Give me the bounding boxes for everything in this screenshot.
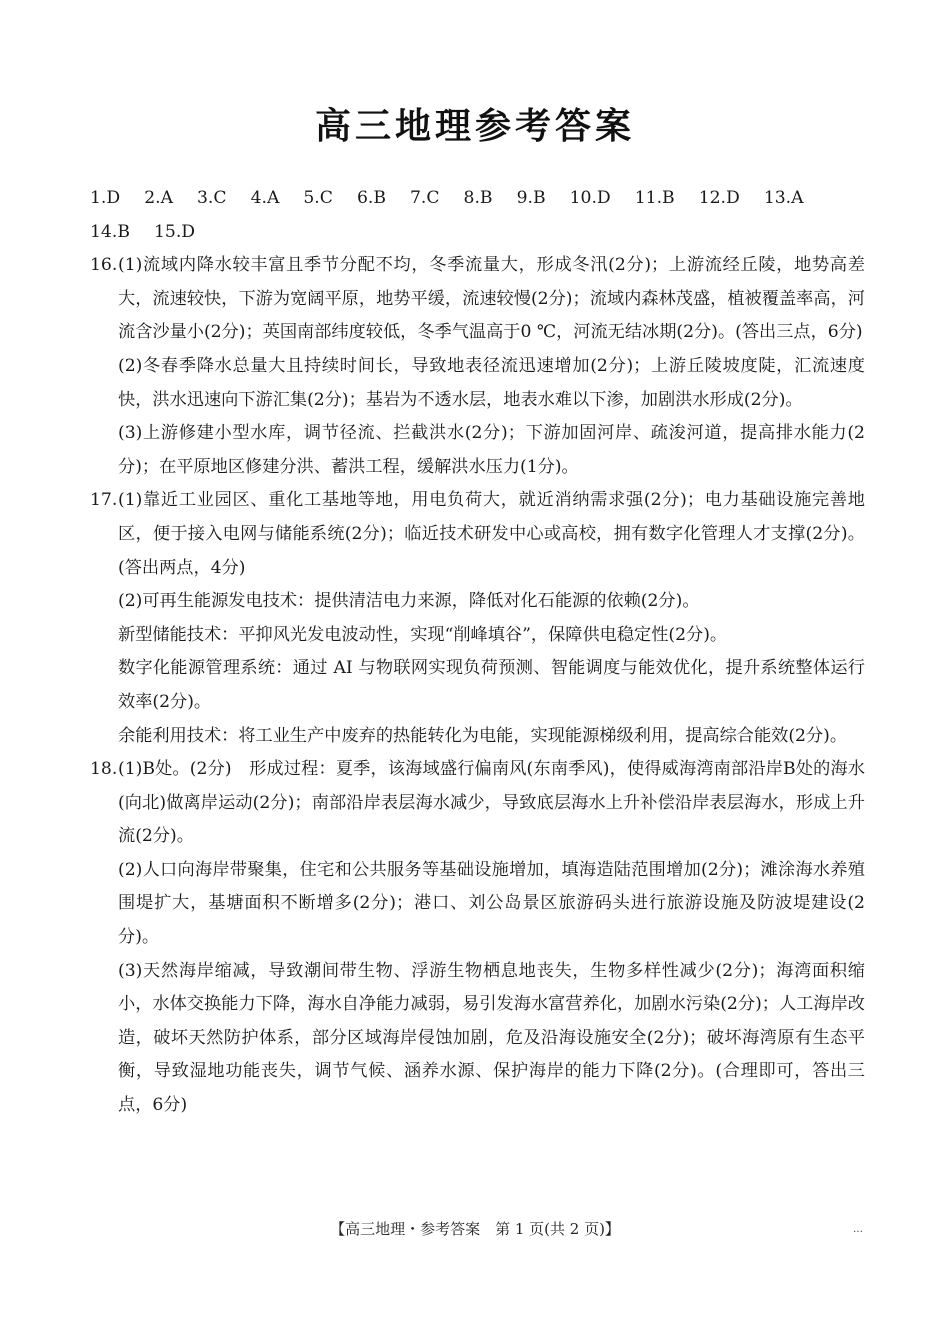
- page-title: 高三地理参考答案: [314, 106, 635, 147]
- question-number: 16.: [90, 255, 118, 276]
- answer-text: (1)B处。(2分) 形成过程：夏季，该海域盛行偏南风(东南季风)，使得威海湾南部沿岸B处的海水(向北)做离岸运动(2分)；南部沿岸表层海水减少，导致底层海水上升补偿沿岸表层海水，形成上升流(2分)。: [118, 759, 865, 847]
- mc-answer: 7.C: [409, 188, 440, 208]
- question-17-part-1: [90, 484, 865, 585]
- mc-answer: 1.D: [90, 188, 121, 208]
- mc-answer: 14.B: [90, 221, 130, 242]
- mc-answer: 13.A: [763, 188, 804, 208]
- corner-mark: …: [853, 1224, 863, 1235]
- question-18-part-3: (3)天然海岸缩减，导致潮间带生物、浮游生物栖息地丧失，生物多样性减少(2分)；海湾面积缩小，水体交换能力下降，海水自净能力减弱，易引发海水富营养化，加剧水污染(2分)；人工海岸改造，破坏天然防护体系，部分区域海岸侵蚀加剧，危及沿海设施安全(2分)；破坏海湾原有生态平衡，导致湿地功能丧失，调节气候、涵养水源、保护海岸的能力下降(2分)。(合理即可，答出三点，6分): [118, 960, 865, 1116]
- mc-answer: 9.B: [516, 188, 546, 208]
- mc-answer: 4.A: [250, 188, 280, 208]
- mc-answer-list: [90, 182, 865, 249]
- mc-answer: 10.D: [569, 188, 611, 208]
- question-17-part-2: (2)可再生能源发电技术：提供清洁电力来源，降低对化石能源的依赖(2分)。: [118, 591, 700, 612]
- answer-text: (1)靠近工业园区、重化工基地等地，用电负荷大，就近消纳需求强(2分)；电力基础设施完善地区，便于接入电网与储能系统(2分)；临近技术研发中心或高校，拥有数字化管理人才支撑(2分)。(答出两点，4分): [118, 490, 865, 578]
- mc-answer: 11.B: [634, 188, 675, 208]
- mc-answer: 2.A: [144, 188, 173, 208]
- question-17-part-4: 数字化能源管理系统：通过 AI 与物联网实现负荷预测、智能调度与能效优化，提升系统整体运行效率(2分)。: [118, 658, 865, 712]
- mc-answer: 12.D: [698, 188, 740, 208]
- question-18-part-1: [90, 753, 865, 854]
- mc-answer: 15.D: [153, 221, 196, 242]
- question-16-part-1: [90, 249, 865, 350]
- mc-answer: 5.C: [303, 188, 333, 208]
- page-footer: 【高三地理・参考答案 第 1 页(共 2 页)】: [330, 1220, 620, 1238]
- mc-answer: 6.B: [356, 188, 386, 208]
- question-number: 18.: [90, 759, 118, 780]
- mc-answer: 3.C: [197, 188, 227, 208]
- question-16-part-2: (2)冬春季降水总量大且持续时间长，导致地表径流迅速增加(2分)；上游丘陵坡度陡，汇流速度快，洪水迅速向下游汇集(2分)；基岩为不透水层，地表水难以下渗，加剧洪水形成(2分)。: [118, 355, 865, 410]
- answer-content: [90, 182, 865, 1123]
- question-17-part-3: 新型储能技术：平抑风光发电波动性，实现“削峰填谷”，保障供电稳定性(2分)。: [118, 624, 728, 645]
- mc-answer: 8.B: [463, 188, 493, 208]
- question-number: 17.: [90, 490, 118, 511]
- question-17-part-5: 余能利用技术：将工业生产中废弃的热能转化为电能，实现能源梯级利用，提高综合能效(2分)。: [118, 725, 848, 746]
- question-16-part-3: (3)上游修建小型水库，调节径流、拦截洪水(2分)；下游加固河岸、疏浚河道，提高排水能力(2分)；在平原地区修建分洪、蓄洪工程，缓解洪水压力(1分)。: [118, 423, 865, 477]
- answer-text: (1)流域内降水较丰富且季节分配不均，冬季流量大，形成冬汛(2分)；上游流经丘陵，地势高差大，流速较快，下游为宽阔平原，地势平缓，流速较慢(2分)；流域内森林茂盛，植被覆盖率高，河流含沙量小(2分)；英国南部纬度较低，冬季气温高于0 ℃，河流无结冰期(2分)。(答出三点，6分): [118, 255, 865, 343]
- question-18-part-2: (2)人口向海岸带聚集，住宅和公共服务等基础设施增加，填海造陆范围增加(2分)；滩涂海水养殖围堤扩大，基塘面积不断增多(2分)；港口、刘公岛景区旅游码头进行旅游设施及防波堤建设(2分)。: [118, 859, 865, 948]
